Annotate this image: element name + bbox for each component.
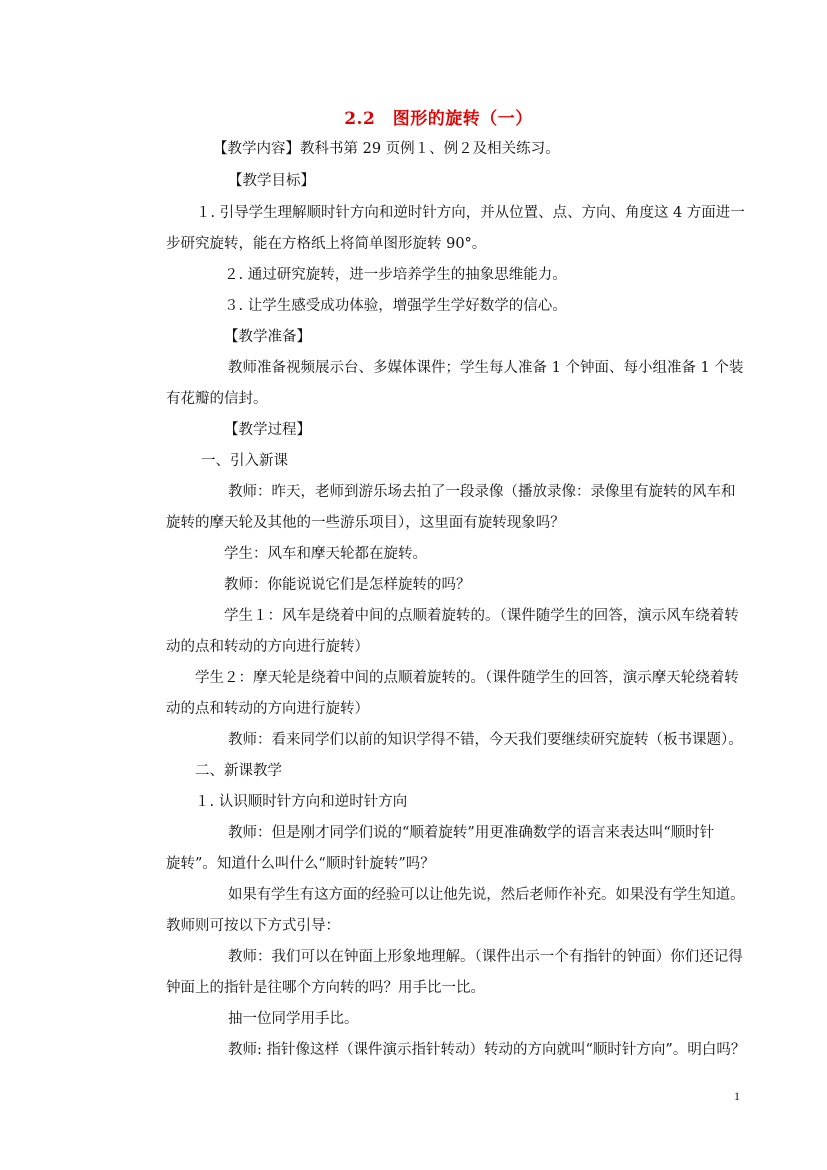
text-line: 教师：但是刚才同学们说的“顺着旋转”用更准确数学的语言来表达叫“顺时针 (228, 825, 715, 841)
text-line: 【教学内容】教科书第 29 页例１、例２及相关练习。 (213, 141, 560, 157)
text-line: 教师：我们可以在钟面上形象地理解。（课件出示一个有指针的钟面）你们还记得 (228, 949, 743, 965)
text-line: 教师则可按以下方式引导： (166, 918, 340, 934)
text-line: 学生１：风车是绕着中间的点顺着旋转的。（课件随学生的回答，演示风车绕着转 (224, 608, 739, 624)
text-line: 有花瓣的信封。 (166, 391, 268, 407)
text-line: 旋转”。知道什么叫什么“顺时针旋转”吗？ (166, 856, 435, 872)
text-line: 钟面上的指针是往哪个方向转的吗？用手比一比。 (166, 980, 485, 996)
text-line: 旋转的摩天轮及其他的一些游乐项目），这里面有旋转现象吗？ (166, 515, 565, 531)
text-line: ３. 让学生感受成功体验，增强学生学好数学的信心。 (224, 298, 567, 314)
text-line: 教师准备视频展示台、多媒体课件；学生每人准备 1 个钟面、每小组准备 1 个装 (228, 360, 744, 376)
text-line: 教师：看来同学们以前的知识学得不错，今天我们要继续研究旋转（板书课题）。 (228, 732, 743, 748)
section-heading: 【教学目标】 (228, 173, 315, 189)
page-title: 2.2 图形的旋转（一） (344, 109, 533, 129)
text-line: 学生２：摩天轮是绕着中间的点顺着旋转的。（课件随学生的回答，演示摩天轮绕着转 (195, 670, 739, 686)
text-line: 教师：昨天，老师到游乐场去拍了一段录像（播放录像：录像里有旋转的风车和 (228, 484, 736, 500)
text-line: 动的点和转动的方向进行旋转） (166, 639, 369, 655)
subsection-heading: 二、新课教学 (195, 763, 282, 779)
text-line: 如果有学生有这方面的经验可以让他先说，然后老师作补充。如果没有学生知道。 (228, 887, 745, 903)
text-line: 学生：风车和摩天轮都在旋转。 (224, 546, 427, 562)
text-line: 抽一位同学用手比。 (228, 1011, 359, 1027)
text-line: 动的点和转动的方向进行旋转） (166, 701, 369, 717)
section-heading: 【教学过程】 (224, 422, 311, 438)
text-line: 步研究旋转，能在方格纸上将简单图形旋转 90°。 (166, 236, 487, 252)
text-line: ２. 通过研究旋转，进一步培养学生的抽象思维能力。 (224, 267, 567, 283)
subsection-heading: 一、引入新课 (201, 453, 288, 469)
text-line: 教师：你能说说它们是怎样旋转的吗？ (224, 577, 471, 593)
text-line: １. 引导学生理解顺时针方向和逆时针方向，并从位置、点、方向、角度这 4 方面进一 (196, 205, 745, 221)
section-heading: 【教学准备】 (224, 329, 311, 345)
subsection-heading: １. 认识顺时针方向和逆时针方向 (195, 794, 408, 810)
page-number: 1 (734, 1089, 740, 1103)
text-line: 教师: 指针像这样（课件演示指针转动）转动的方向就叫“顺时针方向”。明白吗？ (228, 1042, 746, 1058)
